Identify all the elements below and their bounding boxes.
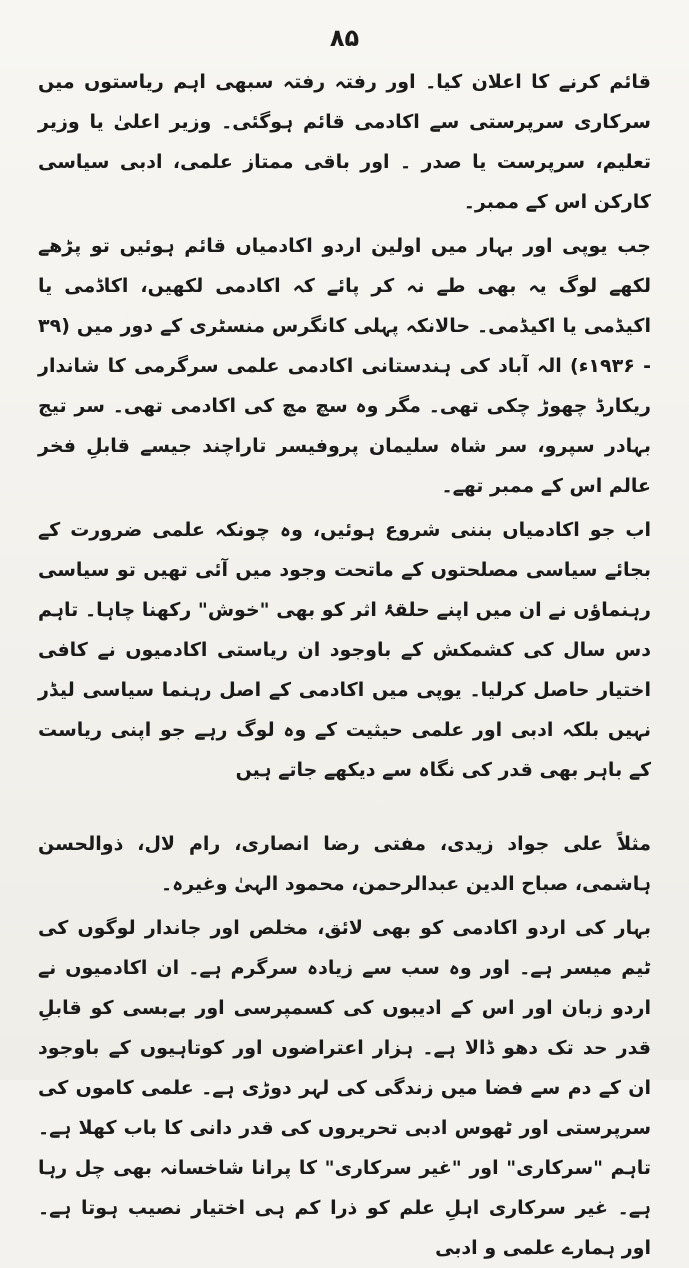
paragraph-5: بہار کی اردو اکادمی کو بھی لائق، مخلص اور جاندار لوگوں کی ٹیم میسر ہے۔ اور وہ سب سے زیادہ سرگرم ہے۔ ان اکادمیوں نے اردو زبان اور اس کے ادیبوں کی کسمپرسی اور بےبسی کو قابلِ قدر حد تک دھو ڈالا ہے۔ ہزار اعتراضوں اور کوتاہیوں کے باوجود ان کے دم سے فضا میں زندگی کی لہر دوڑی ہے۔ علمی کاموں کی سرپرستی اور ٹھوس ادبی تحریروں کی قدر دانی کا باب کھلا ہے۔ تاہم "سرکاری" اور "غیر سرکاری" کا پرانا شاخسانہ بھی چل رہا ہے۔ غیر سرکاری اہلِ علم کو ذرا کم ہی اختیار نصیب ہوتا ہے۔ اور ہمارے علمی و ادبی <box>38 917 651 1259</box>
paragraph-3: اب جو اکادمیاں بننی شروع ہوئیں، وہ چونکہ علمی ضرورت کے بجائے سیاسی مصلحتوں کے ماتحت وجود میں آئی تھیں تو سیاسی رہنماؤں نے ان میں اپنے حلقۂ اثر کو بھی "خوش" رکھنا چاہا۔ تاہم دس سال کی کشمکش کے باوجود ان ریاستی اکادمیوں نے کافی اختیار حاصل کرلیا۔ یوپی میں اکادمی کے اصل رہنما سیاسی لیڈر نہیں بلکہ ادبی اور علمی حیثیت کے وہ لوگ رہے جو اپنی ریاست کے باہر بھی قدر کی نگاہ سے دیکھے جاتے ہیں <box>38 519 651 781</box>
paragraph-1: قائم کرنے کا اعلان کیا۔ اور رفتہ رفتہ سبھی اہم ریاستوں میں سرکاری سرپرستی سے اکادمی قائم ہوگئی۔ وزیر اعلیٰ یا وزیر تعلیم، سرپرست یا صدر ۔ اور باقی ممتاز علمی، ادبی سیاسی کارکن اس کے ممبر۔ <box>38 71 651 213</box>
page-number: ۸۵ <box>329 24 360 52</box>
paragraph-4: مثلاً علی جواد زیدی، مفتی رضا انصاری، رام لال، ذوالحسن ہاشمی، صباح الدین عبدالرحمن، محمود الہیٰ وغیرہ۔ <box>38 833 651 895</box>
document-body <box>38 62 651 1268</box>
paragraph-2: جب یوپی اور بہار میں اولین اردو اکادمیاں قائم ہوئیں تو پڑھے لکھے لوگ یہ بھی طے نہ کر پائے کہ اکادمی لکھیں، اکاڈمی یا اکیڈمی یا اکیڈمی۔ حالانکہ پہلی کانگرس منسٹری کے دور میں (۳۹ - ۱۹۳۶ء) الہ آباد کی ہندستانی اکادمی علمی سرگرمی کا شاندار ریکارڈ چھوڑ چکی تھی۔ مگر وہ سچ مچ کی اکادمی تھی۔ سر تیج بہادر سپرو، سر شاہ سلیمان پروفیسر تاراچند جیسے قابلِ فخر عالم اس کے ممبر تھے۔ <box>38 235 651 497</box>
